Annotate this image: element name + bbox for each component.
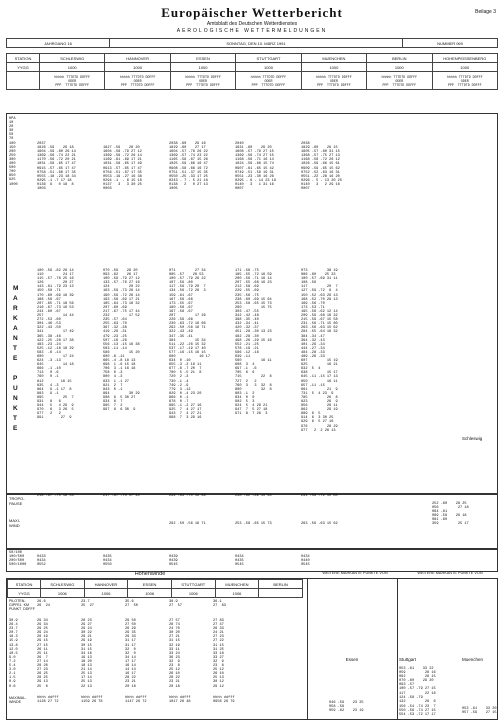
sig-letter: A xyxy=(13,325,18,332)
station-time: 1000 xyxy=(170,63,235,72)
thickness-values xyxy=(37,551,497,569)
station-header xyxy=(6,53,498,90)
lower-box xyxy=(6,578,498,720)
lower-station-name: STUTTGART xyxy=(171,580,215,589)
weitere-right-station: Muenchen xyxy=(462,657,484,662)
sig-letter: K xyxy=(13,405,18,412)
sig-letter: N xyxy=(13,395,18,402)
sig-station-column: 073 38 19 086 -60 25 33 100 -57 -69 31 11 108 -56 117 20 7 127 -59 -72 8 4 150 -52 -63 29 13 168 -52 -70 28 13 169 -56 -70 173 -53 -71 195 -56 -62 12 14 209 -59 -68 16 32 215 -59 -67 15 58 231 -56 -71 15 80 263 -56 -63 15 62 284 -55 -64 16 32 384 -34 -47 394 -32 -43 401 -29 -34 444 -27 -34 484 -28 -33 489 -26 -33 607 15 19 625 16 21 632 5 4 638 15 17 645 -11 -15 17 13 650 16 11 657 -11 -15 661 21 9 731 5 4 23 9 785 26 8 823 26 9 856 28 11 862 29 19 889 6 5 914 6 3 30 25 929 6 5 27 16 976 28 29 977 2 2 26 13 xyxy=(301,269,338,433)
weitere-right-values2: 156 -54 -74 23 7 550 -56 -74 27 15 554 -53 -72 17 17 xyxy=(399,705,436,718)
lower-station-label: STATION xyxy=(8,580,41,589)
upper-station-column: 1827 -59 28 20 1604 -58 -79 27 12 1369 -59 -72 26 14 1169 -61 -69 17 21 1031 -58 -65 17 49 0913 -57 -65 17 47 0756 -51 -67 17 35 0553 -19 -27 16 38 0294 -1 - 6 15 18 0137 3 3 30 25 0003 xyxy=(103,146,142,192)
lower-station-name: SCHLESWIG xyxy=(41,580,85,589)
info-row xyxy=(6,38,498,48)
thickness-box xyxy=(6,548,498,572)
station-time: 1000 xyxy=(236,63,301,72)
sig-letter: R xyxy=(13,305,18,312)
sig-letter xyxy=(13,364,27,374)
weitere-left-title: WEITERE MARKANTE PUNKTE VON xyxy=(322,571,388,575)
lower-maxwind-value: hhhh ddfff 1159 26 78 xyxy=(81,696,103,705)
tropo-value: 234 -63 -70 16 66 xyxy=(169,494,206,498)
thickness-column: 0439 0439 0545 xyxy=(169,555,178,568)
thickness-labels: 50/100 100/500 200/500 500/1000 xyxy=(9,551,27,568)
sig-letter: T xyxy=(13,415,17,422)
sig-letter: N xyxy=(13,335,18,342)
lower-maxwind-label: MAXIMAL- WINDE xyxy=(9,696,27,704)
maxwind-value: 292 -50 -56 16 71 xyxy=(169,522,206,526)
lower-time: 1006 xyxy=(41,589,85,598)
weitere-right-values: 053 -61 33 22 059 28 16 062 28 15 070 -60 29 20 093 -57 100 -57 -79 27 15 117 22 16 124 -58 -79 132 26 6 xyxy=(399,667,436,704)
maxwind-value: 253 -58 -65 15 73 xyxy=(235,522,272,526)
upper-station-column: 2038 1829 -60 29 15 1605 -57 -80 31 15 1368 -57 -75 27 13 1168 -58 -72 26 12 1026 -59 -66 15 61 0909 -59 -65 15 62 0752 -52 -63 16 31 0551 -22 -28 16 20 0296 - 5 - 13 20 25 0140 3 2 29 16 0007 xyxy=(301,142,342,192)
tropo-value: 216 -67 -75 18 53 xyxy=(37,494,74,498)
hoehenwinde-title: Höhenwinde xyxy=(134,571,166,577)
station-label: STATION xyxy=(7,54,40,63)
thickness-column: 0435 0434 0550 xyxy=(103,555,112,568)
sig-letter: T xyxy=(13,345,17,352)
station-time: 1000 xyxy=(367,63,432,72)
upper-station-column: 2037 1826 -59 29 18 1604 -59 -60 26 14 1369 -56 -74 22 21 1170 -56 -72 20 21 1031 -58 -65 17 47 0915 -57 -65 17 47 0758 -51 -66 17 35 0555 -18 -23 18 34 0295 -1 -7 17 18 0136 9 0 18 8 1003 xyxy=(37,142,76,192)
lower-station-name: MUENCHEN xyxy=(215,580,259,589)
weitere-left-values: 046 -59 23 25 058 -59 059 -62 23 19 xyxy=(329,701,364,714)
section-heading: AEROLOGISCHE WETTERMELDUNGEN xyxy=(176,28,328,34)
sig-letter: K xyxy=(13,315,18,322)
column-subhead: hhhhh TTTDTD DDFFF ODER PPP TTTDTD DDFFF xyxy=(170,72,235,90)
column-subhead: hhhhh TTTDTD DDFFF ODER PPP TTTDTD DDFFF xyxy=(40,72,105,90)
lower-maxwind-value: hhhh ddfff 1147 26 72 xyxy=(125,696,147,705)
pilot-value: 23.7 25 27 xyxy=(81,600,94,609)
maxwind-label: MAXI- WIND xyxy=(9,518,21,528)
column-subhead: hhhhh TTTDTD DDFFF ODER PPP TTTDTD DDFFF xyxy=(236,72,301,90)
lower-wind-column: 29 34 29 34 29 25 29 24 28 19 29 15 27 15 26 11 25 11 26 7 27 14 28 26 27 23 26 25 28 25 29 13 25 6 xyxy=(37,619,48,689)
station-name: BERLIN xyxy=(367,54,432,63)
station-time: 1000 xyxy=(105,63,170,72)
beilage-label: Beilage 3 xyxy=(475,9,496,15)
column-subhead: hhhhh TTTDTD DDFFF ODER PPP TTTDTD DDFFF xyxy=(301,72,366,90)
upper-levels-area xyxy=(37,142,497,212)
lower-time: 1006 xyxy=(84,589,128,598)
lower-time: 1006 xyxy=(171,589,215,598)
sig-letters xyxy=(13,284,27,434)
upper-station-column: 2038 -60 29 16 1829 -60 27 17 1604 -57 -78 26 22 1369 -57 -74 23 22 1165 -58 -67 15 26 1025 -59 -66 16 47 0908 -58 -66 16 72 0751 -51 -37 15 35 0550 -25 -33 17 25 0243 - 7 - 5 21 18 0138 2 0 27 13 1005 xyxy=(169,142,208,192)
maxwind-value: 263 -56 -63 15 62 xyxy=(301,522,338,526)
sig-letter: U xyxy=(13,385,18,392)
sig-letter: A xyxy=(13,295,18,302)
pilot-value: 36.1 27 83 xyxy=(213,600,226,609)
station-name: MUENCHEN xyxy=(301,54,366,63)
sig-letter: E xyxy=(13,355,18,362)
lower-time: 1006 xyxy=(128,589,172,598)
tropo-value: 238 -62 -69 15 64 xyxy=(235,494,272,498)
thickness-column: 0433 0434 0552 xyxy=(37,555,46,568)
page-title: Europäischer Wetterbericht xyxy=(161,5,343,20)
pilot-values xyxy=(37,600,303,614)
tropo-value: 231 -56 -71 15 80 xyxy=(301,494,338,498)
sig-letter: E xyxy=(13,425,18,432)
tropo-label: TROPO- PAUSE xyxy=(9,496,25,506)
column-subhead: hhhhh TTTDTD DDFFF ODER PPP TTTDTD DDFFF xyxy=(367,72,432,90)
lower-wind-column: 27 83 27 47 26 33 24 21 27 23 27 22 31 15 31 25 33 18 33 27 32 9 23 8 25 12 26 10 25 13 30 12 29 12 xyxy=(213,619,224,689)
weitere-right-title: WEITERE MARKANTE PUNKTE VON xyxy=(417,571,483,575)
lower-header xyxy=(7,579,303,598)
level-column: HPA 10 20 30 50 70 100 150 200 250 300 400 500 700 850 925 1000 xyxy=(9,117,18,187)
sig-letter: P xyxy=(13,375,18,382)
pilot-value: 30.9 27 57 xyxy=(169,600,182,609)
column-subhead: hhhhh TTTDTD DDFFF ODER PPP TTTDTD DDFFF xyxy=(105,72,170,90)
sig-station-column: 071 27 34 085 -57 26 53 100 -57 -79 26 22 107 -59 -80 117 -59 -79 20 7 134 -56 -72 26 3 159 -61 -67 167 -56 -66 173 -55 -67 180 -58 -67 197 -58 -67 207 17 26 226 -59 -66 230 -63 -72 16 66 292 -50 -56 16 71 322 -43 -49 347 -35 -41 384 15 34 511 -22 -26 15 32 537 -17 -19 17 40 577 -16 -15 16 15 600 16 17 634 0 -10 655 -3 -3 16 11 677 -6 -7 20 7 700 5 -5 21 8 720 2 -3 730 -1 -4 749 -2 -9 779 3 -12 829 0 -4 23 20 866 0 -1 878 0 -7 895 -1 -2 27 16 925 7 4 27 17 943 7 4 27 21 968 7 3 29 16 xyxy=(169,269,210,421)
lower-wind-column: 27 57 28 74 24 70 30 20 27 21 31 15 32 19 33 11 33 24 36 23 32 9 23 8 25 12 26 10 28 22 23 21 20 18 xyxy=(169,619,180,689)
lower-wind-column: 28 23 29 27 29 24 30 22 29 21 29 19 30 15 31 15 34 16 19 13 18 20 18 13 21 14 25 13 17 14 25 13 22 13 xyxy=(81,619,92,689)
station-time: 1000 xyxy=(40,63,105,72)
station-time: 1000 xyxy=(301,63,366,72)
subtitle: Amtsblatt des Deutschen Wetterdienstes xyxy=(206,21,298,27)
lower-station-name: ESSEN xyxy=(128,580,172,589)
weitere-right-values3: 053 -61 33 20 057 -59 27 15 xyxy=(462,707,497,716)
lower-station-name: BERLIN xyxy=(259,580,303,589)
tropo-values xyxy=(37,494,497,549)
schleswig-note: Schleswig xyxy=(462,436,483,441)
right-maxwind: 252 -60 28 25 056 27 18 064 -61 069 -59 29 18 081 -60 359 25 17 xyxy=(432,502,469,527)
pilot-value: 35.6 27 50 xyxy=(125,600,138,609)
weitere-left-station: Essen xyxy=(345,657,359,662)
jahrgang: JAHRGANG 16 xyxy=(7,39,110,48)
tropo-value: 217 -67 -75 17 44 xyxy=(103,494,140,498)
pilot-value: 26.6 26 24 xyxy=(37,600,50,609)
height-column: 30.9 26.4 23.7 20.7 18.3 15.9 13.8 12.0 10.5 9.0 7.2 5.4 3.0 2.1 1.5 0.9 0.6 xyxy=(9,619,18,689)
lower-maxwind-value: hhhh ddfff 1017 26 48 xyxy=(169,696,191,705)
lower-yygg: YYGG xyxy=(8,589,41,598)
station-name: SCHLESWIG xyxy=(40,54,105,63)
significant-points-area xyxy=(37,269,497,484)
lower-wind-values xyxy=(37,619,303,691)
thickness-column: 0434 0435 0545 xyxy=(235,555,244,568)
weitere-right-station: Stuttgart xyxy=(399,657,417,662)
sig-station-column: 100 -59 -82 26 14 110 24 17 115 -57 -76 25 16 126 20 27 143 -61 -79 23 13 150 -58 -71 170 -60 -69 16 39 188 -56 -67 207 -65 -71 18 56 216 -67 -73 16 53 244 -60 -67 257 14 44 272 -53 -60 304 -46 -53 322 -43 -50 341 17 49 365 -38 -46 422 -25 -28 17 38 483 -23 -24 525 -12 -18 18 29 583 -6 -14 600 17 24 624 -3 -13 645 14 18 666 -1 -10 713 0 -6 760 0 -1 812 16 15 835 4 -3 864 9 -1 17 8 883 9 -1 895 25 7 931 8 6 944 5 4 29 9 970 6 3 26 5 977 2 2 991 27 9 xyxy=(37,269,74,421)
sig-station-column: 070 -59 28 20 093 -62 26 17 100 -59 -79 27 12 133 -57 -76 27 16 124 20 22 163 -59 -73 26 14 190 -59 -72 26 14 193 -58 -69 17 21 185 -64 -73 16 32 207 -60 -69 217 -67 -75 17 44 232 17 52 235 -57 -64 255 -63 -70 367 -32 -38 419 -29 -31 479 -23 -25 507 -16 -26 556 -13 -15 16 38 583 -11 -14 586 15 20 600 -8 -11 665 -4 -8 18 13 698 1 -6 15 18 706 3 -1 16 18 758 0 -3 800 4 -3 833 1 -1 27 821 2 7 843 0 -1 894 30 29 908 6 5 30 27 934 8 7 965 7 2 997 8 6 30 9 xyxy=(103,269,140,413)
lower-maxwind-values xyxy=(37,696,303,716)
date: SONNTAG, DEN 10. MÄRZ 1991 xyxy=(110,39,403,48)
lower-maxwind-value: hhhh ddfff 1128 27 72 xyxy=(37,696,59,705)
lower-wind-column: 29 50 27 50 26 29 29 35 29 33 31 17 31 17 32 0 32 0 34 14 17 17 16 14 14 14 16 17 28 22 23 21 20 18 xyxy=(125,619,136,689)
sig-station-column: 171 -56 -75 185 -55 -72 16 59 200 -56 -71 16 14 207 -55 -68 16 23 212 -58 -69 229 -55 -69 235 -56 -75 238 -60 -69 15 64 253 -58 -65 15 73 260 15 75 303 -47 -55 342 -42 -48 398 -35 -40 432 -34 -41 420 -32 -37 451 -28 -30 13 23 482 -28 -30 498 -26 -29 15 16 552 -21 -25 578 -19 -21 586 -12 -18 639 -11 560 16 11 608 3 4 697 -1 -6 705 6 6 715 22 8 727 2 2 760 3 3 32 8 800 32 8 803 -1 2 834 0 0 902 5 3 924 5 4 29 21 947 7 5 27 18 971 8 7 26 3 xyxy=(235,269,272,417)
station-time: 1000 xyxy=(432,63,497,72)
lower-time: 1006 xyxy=(215,589,259,598)
station-name: ESSEN xyxy=(170,54,235,63)
nummer: NUMMER 069 xyxy=(403,39,498,48)
main-data-box xyxy=(6,113,498,495)
ywgg-label: YYGG xyxy=(7,63,40,72)
lower-time xyxy=(259,589,303,598)
pilot-label: PILOTEN- GIPFEL KM PUNKT DDFFF xyxy=(9,599,35,611)
thickness-column: 0434 0440 0545 xyxy=(301,555,310,568)
sig-letter: M xyxy=(13,285,19,292)
station-name: HOHENPEISSENBERG xyxy=(432,54,497,63)
lower-maxwind-value: hhhh ddfff 0956 26 79 xyxy=(213,696,235,705)
station-name: HANNOVER xyxy=(105,54,170,63)
station-name: STUTTGART xyxy=(236,54,301,63)
column-subhead: hhhhh TTTDTD DDFFF ODER PPP TTTDTD DDFFF xyxy=(432,72,497,90)
upper-station-column: 2040 1831 -60 29 20 1608 -57 -79 27 15 1369 -56 -74 27 15 1168 -56 -71 16 14 1024 -59 -66 15 74 0907 -61 -65 15 42 0749 -51 -59 19 31 0551 -23 -30 16 26 0295 - 6 - 14 23 19 0140 3 1 31 16 0007 xyxy=(235,142,276,192)
tropo-maxwind-box xyxy=(6,493,498,550)
lower-station-name: HANNOVER xyxy=(84,580,128,589)
